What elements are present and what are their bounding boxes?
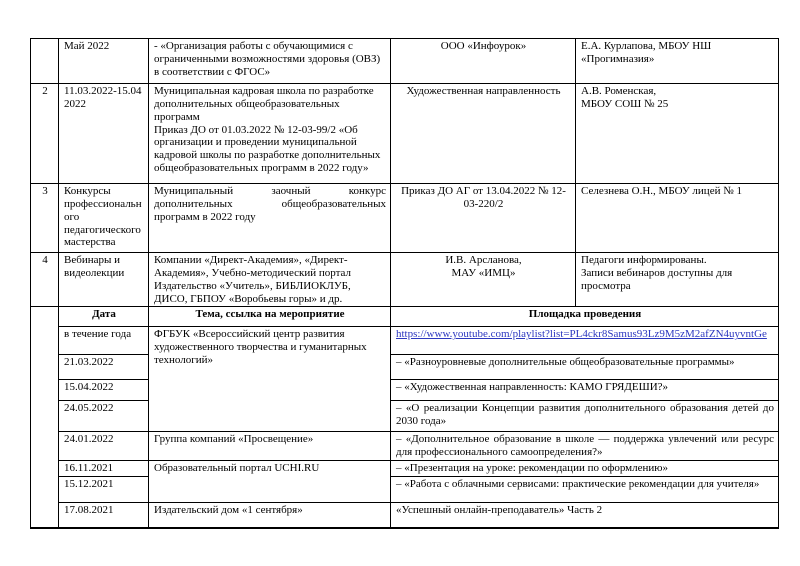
table-row: [31, 327, 779, 355]
row-number-cell: [31, 39, 59, 84]
venue-cell: – «Художественная направленность: КАМО ГРЯДЕШИ?»: [391, 380, 779, 401]
empty-number-column: [31, 307, 59, 528]
date-cell: 17.08.2021: [59, 503, 149, 528]
table-row: [31, 503, 779, 528]
venue-cell: – «Работа с облачными сервисами: практические рекомендации для учителя»: [391, 477, 779, 503]
direction-cell: Приказ ДО АГ от 13.04.2022 № 12-03-220/2: [391, 184, 576, 253]
venue-cell: «Успешный онлайн-преподаватель» Часть 2: [391, 503, 779, 528]
date-cell: 21.03.2022: [59, 355, 149, 380]
direction-cell: ООО «Инфоурок»: [391, 39, 576, 84]
date-cell: в течение года: [59, 327, 149, 355]
date-cell: 15.04.2022: [59, 380, 149, 401]
responsible-cell: Педагоги информированы. Записи вебинаров доступны для просмотра: [576, 253, 779, 307]
table-row: [31, 84, 779, 184]
topic-cell: Муниципальная кадровая школа по разработке дополнительных общеобразовательных программ Приказ ДО от 01.03.2022 № 12-03-99/2 «Об организации и проведении муниципальной кадровой школы по разработке дополнительных общеобразовательных программ в 2022 году»: [149, 84, 391, 184]
topic-cell: ФГБУК «Всероссийский центр развития художественного творчества и гуманитарных технологий»: [149, 327, 391, 432]
venue-cell: – «Дополнительное образование в школе — поддержка увлечений или ресурс для профессионального самоопределения?»: [391, 432, 779, 461]
table-header-row: [31, 307, 779, 327]
topic-cell: - «Организация работы с обучающимися с ограниченными возможностями здоровья (ОВЗ) в соответствии с ФГОС»: [149, 39, 391, 84]
venue-cell: – «Разноуровневые дополнительные общеобразовательные программы»: [391, 355, 779, 380]
header-topic: Тема, ссылка на мероприятие: [149, 307, 391, 327]
topic-cell: Компании «Директ-Академия», «Директ-Академия», Учебно-методический портал Издательство «Учитель», БИБЛИОКЛУБ, ДИСО, ГБПОУ «Воробьевы горы» и др.: [149, 253, 391, 307]
youtube-playlist-link[interactable]: https://www.youtube.com/playlist?list=PL4ckr8Samus93Lz9M5zM2afZN4uyvntGe: [396, 328, 767, 341]
table-row: [31, 401, 779, 432]
direction-cell: И.В. Арсланова, МАУ «ИМЦ»: [391, 253, 576, 307]
date-cell: 24.05.2022: [59, 401, 149, 432]
table-row: [31, 184, 779, 253]
table-row: [31, 253, 779, 307]
date-cell: Конкурсы профессионального педагогического мастерства: [59, 184, 149, 253]
topic-cell: Издательский дом «1 сентября»: [149, 503, 391, 528]
responsible-cell: А.В. Роменская, МБОУ СОШ № 25: [576, 84, 779, 184]
events-table: [30, 38, 779, 529]
date-cell: 16.11.2021: [59, 461, 149, 477]
date-cell: 24.01.2022: [59, 432, 149, 461]
responsible-cell: Е.А. Курлапова, МБОУ НШ «Прогимназия»: [576, 39, 779, 84]
table-row: [31, 432, 779, 461]
topic-cell: Муниципальный заочный конкурс дополнительных общеобразовательных программ в 2022 году: [149, 184, 391, 253]
table-row: [31, 461, 779, 477]
venue-cell: [391, 327, 779, 355]
venue-cell: – «О реализации Концепции развития дополнительного образования детей до 2030 года»: [391, 401, 779, 432]
date-cell: 15.12.2021: [59, 477, 149, 503]
topic-cell: Группа компаний «Просвещение»: [149, 432, 391, 461]
responsible-cell: Селезнева О.Н., МБОУ лицей № 1: [576, 184, 779, 253]
table-row: [31, 39, 779, 84]
row-number-cell: 3: [31, 184, 59, 253]
date-cell: Май 2022: [59, 39, 149, 84]
table-row: [31, 477, 779, 503]
row-number-cell: 2: [31, 84, 59, 184]
header-date: Дата: [59, 307, 149, 327]
row-number-cell: 4: [31, 253, 59, 307]
header-venue: Площадка проведения: [391, 307, 779, 327]
topic-cell: Образовательный портал UCHI.RU: [149, 461, 391, 503]
date-cell: 11.03.2022-15.04 2022: [59, 84, 149, 184]
table-row: [31, 355, 779, 380]
date-cell: Вебинары и видеолекции: [59, 253, 149, 307]
direction-cell: Художественная направленность: [391, 84, 576, 184]
table-row: [31, 380, 779, 401]
venue-cell: – «Презентация на уроке: рекомендации по оформлению»: [391, 461, 779, 477]
